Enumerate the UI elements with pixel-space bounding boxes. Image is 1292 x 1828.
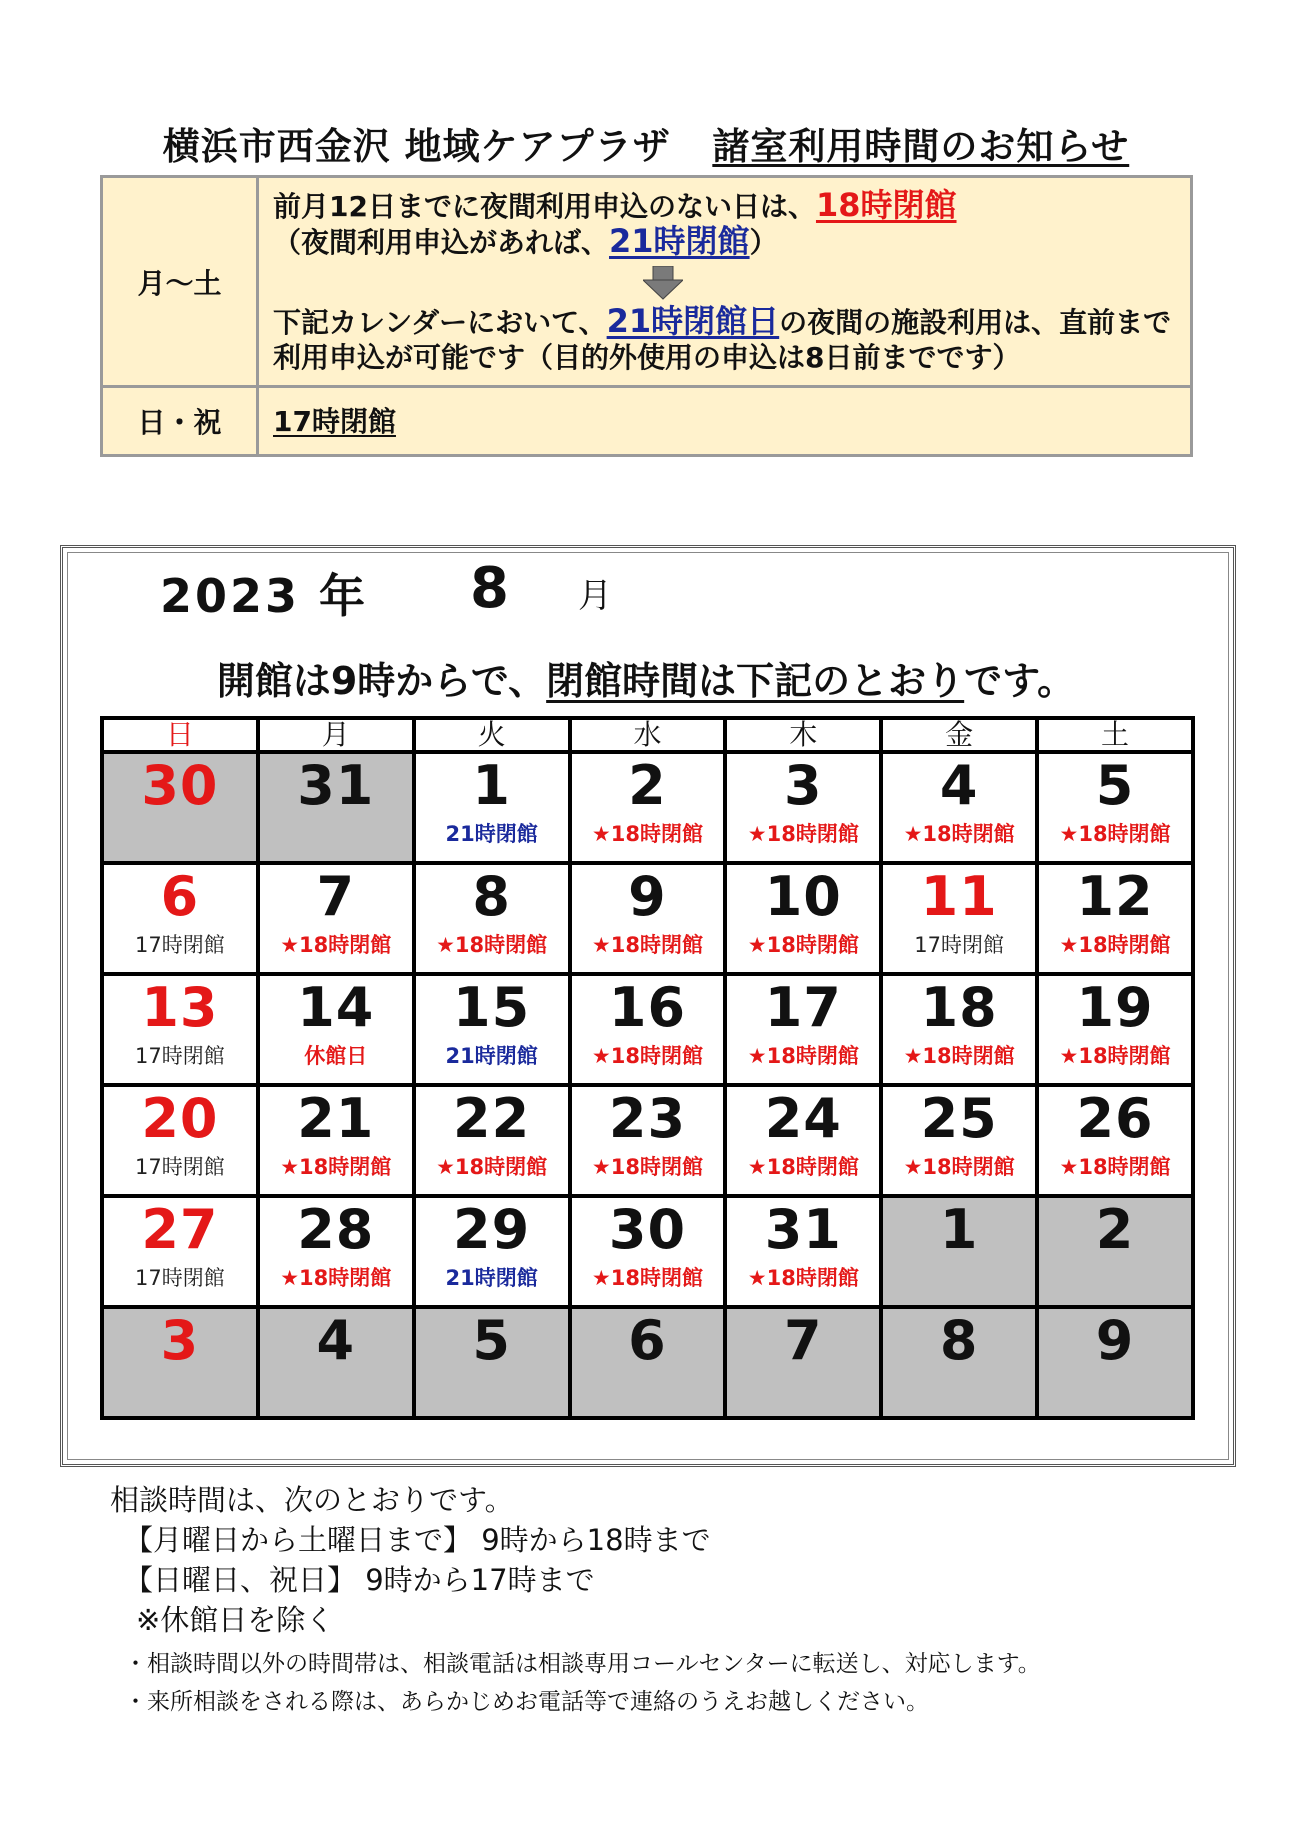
day-number: 5 (472, 1309, 511, 1372)
footnote-visit: ・来所相談をされる際は、あらかじめお電話等で連絡のうえお越しください。 (124, 1689, 929, 1715)
calendar-day-cell (102, 1307, 258, 1418)
calendar-day-cell (258, 1307, 414, 1418)
day-number: 23 (608, 1087, 687, 1150)
weekday-header: 月 (258, 718, 414, 752)
closing-time-label: ★18時閉館 (747, 1044, 859, 1068)
closing-time-label: ★18時閉館 (1059, 933, 1171, 957)
closing-time-label: 17時閉館 (135, 933, 225, 957)
day-number: 16 (608, 976, 687, 1039)
closing-time-label: ★18時閉館 (747, 822, 859, 846)
closing-time-label: ★18時閉館 (1059, 822, 1171, 846)
weekday-header: 日 (102, 718, 258, 752)
holiday-close-time: 17時閉館 (273, 404, 396, 438)
closing-time-label: ★18時閉館 (903, 1044, 1015, 1068)
close-21-day-highlight: 21時閉館日 (606, 302, 780, 340)
day-number: 29 (453, 1198, 531, 1261)
calendar-day-cell (570, 752, 726, 863)
day-number: 30 (141, 754, 219, 817)
weekday-line2: （夜間利用申込があれば、 (273, 226, 610, 259)
closing-time-label: ★18時閉館 (591, 1155, 703, 1179)
footnote-call-center: ・相談時間以外の時間帯は、相談電話は相談専用コールセンターに転送し、対応します。 (124, 1651, 1041, 1677)
calendar-day-cell (1037, 752, 1193, 863)
calendar-day-cell (725, 863, 881, 974)
day-number: 10 (764, 865, 842, 928)
calendar-day-cell (258, 863, 414, 974)
weekday-header: 木 (725, 718, 881, 752)
day-number: 27 (141, 1198, 219, 1261)
calendar-day-cell (570, 1196, 726, 1307)
day-number: 14 (297, 976, 375, 1039)
closing-time-label: 休館日 (304, 1044, 368, 1068)
day-number: 15 (453, 976, 531, 1039)
close-21-highlight: 21時閉館 (609, 222, 750, 260)
consult-exception: ※休館日を除く (136, 1603, 335, 1637)
holiday-label: 日・祝 (102, 387, 258, 456)
calendar-day-cell (414, 1085, 570, 1196)
day-number: 30 (608, 1198, 687, 1261)
day-number: 22 (453, 1087, 531, 1150)
calendar-week-row (102, 1307, 1193, 1418)
day-number: 6 (628, 1309, 667, 1372)
calendar-day-cell (1037, 1307, 1193, 1418)
weekday-header: 金 (881, 718, 1037, 752)
calendar-day-cell (725, 1196, 881, 1307)
day-number: 28 (297, 1198, 375, 1261)
day-number: 17 (764, 976, 842, 1039)
day-number: 20 (141, 1087, 219, 1150)
closing-time-label: ★18時閉館 (1059, 1155, 1171, 1179)
closing-time-label: 17時閉館 (135, 1155, 225, 1179)
day-number: 25 (920, 1087, 998, 1150)
calendar-week-row (102, 1196, 1193, 1307)
calendar-day-cell (725, 752, 881, 863)
day-number: 13 (141, 976, 219, 1039)
weekday-line1: 前月12日までに夜間利用申込のない日は、 (273, 190, 816, 223)
calendar-day-cell (881, 1307, 1037, 1418)
closing-time-label: 17時閉館 (135, 1266, 225, 1290)
closing-time-label: ★18時閉館 (903, 822, 1015, 846)
calendar-day-cell (881, 974, 1037, 1085)
calendar-day-cell (414, 1307, 570, 1418)
closing-time-label: ★18時閉館 (1059, 1044, 1171, 1068)
day-number: 18 (920, 976, 998, 1039)
holiday-description (258, 387, 1192, 456)
calendar-day-cell (881, 1085, 1037, 1196)
day-number: 21 (297, 1087, 375, 1150)
calendar-day-cell (414, 974, 570, 1085)
day-number: 7 (316, 865, 356, 928)
calendar-day-cell (414, 752, 570, 863)
calendar-day-cell (1037, 863, 1193, 974)
calendar-day-cell (1037, 1085, 1193, 1196)
closing-time-label: 17時閉館 (135, 1044, 225, 1068)
calendar-day-cell (102, 863, 258, 974)
consult-weekday: 【月曜日から土曜日まで】 9時から18時まで (124, 1523, 711, 1557)
closing-time-label: ★18時閉館 (591, 1266, 703, 1290)
calendar-day-cell (258, 1085, 414, 1196)
weekday-line2-end: ） (749, 226, 778, 259)
calendar-week-row (102, 974, 1193, 1085)
closing-time-label: ★18時閉館 (747, 933, 859, 957)
closing-time-label: ★18時閉館 (436, 1155, 548, 1179)
notice-part3: です。 (964, 659, 1076, 703)
day-number: 2 (628, 754, 667, 817)
calendar-day-cell (258, 752, 414, 863)
calendar-body (102, 752, 1193, 1418)
calendar-day-cell (570, 974, 726, 1085)
day-number: 31 (764, 1198, 842, 1261)
day-number: 9 (1095, 1309, 1135, 1372)
day-number: 12 (1076, 865, 1154, 928)
day-number: 11 (920, 865, 998, 928)
calendar-month: 8 (470, 556, 509, 621)
close-18-highlight: 18時閉館 (815, 186, 957, 224)
day-number: 3 (160, 1309, 200, 1372)
consult-intro: 相談時間は、次のとおりです。 (110, 1483, 514, 1517)
day-number: 6 (160, 865, 200, 928)
weekday-line3: 下記カレンダーにおいて、 (273, 306, 607, 339)
calendar-year (160, 560, 368, 626)
calendar-week-row (102, 752, 1193, 863)
calendar-day-cell (102, 752, 258, 863)
day-number: 9 (628, 865, 667, 928)
calendar-day-cell (102, 1196, 258, 1307)
calendar-month-suffix: 月 (578, 576, 612, 616)
day-number: 19 (1076, 976, 1154, 1039)
year-value: 2023 (160, 569, 301, 623)
calendar-day-cell (881, 863, 1037, 974)
day-number: 26 (1076, 1087, 1154, 1150)
title-subject: 諸室利用時間のお知らせ (712, 125, 1130, 168)
calendar-day-cell (725, 974, 881, 1085)
day-number: 1 (939, 1198, 979, 1261)
calendar-day-cell (1037, 974, 1193, 1085)
calendar-week-row (102, 863, 1193, 974)
down-arrow-icon (643, 266, 683, 300)
closing-time-label: ★18時閉館 (591, 1044, 703, 1068)
day-number: 4 (316, 1309, 356, 1372)
closing-time-label: 17時閉館 (914, 933, 1004, 957)
calendar-day-cell (725, 1085, 881, 1196)
calendar-day-cell (570, 1085, 726, 1196)
closing-time-label: ★18時閉館 (280, 1266, 392, 1290)
weekday-header: 水 (570, 718, 726, 752)
calendar-day-cell (881, 1196, 1037, 1307)
calendar-week-row (102, 1085, 1193, 1196)
weekday-header: 土 (1037, 718, 1193, 752)
closing-time-label: ★18時閉館 (903, 1155, 1015, 1179)
consult-holiday: 【日曜日、祝日】 9時から17時まで (124, 1563, 595, 1597)
closing-time-label: ★18時閉館 (280, 933, 392, 957)
calendar-day-cell (414, 863, 570, 974)
closing-time-label: 21時閉館 (445, 1044, 538, 1068)
closing-time-label: 21時閉館 (445, 822, 538, 846)
closing-time-label: ★18時閉館 (436, 933, 548, 957)
calendar-day-cell (1037, 1196, 1193, 1307)
year-suffix: 年 (319, 569, 369, 623)
calendar-day-cell (881, 752, 1037, 863)
closing-time-label: ★18時閉館 (591, 933, 703, 957)
calendar-day-cell (414, 1196, 570, 1307)
calendar-day-cell (570, 863, 726, 974)
weekday-line4: 利用申込が可能です（目的外使用の申込は8日前までです） (273, 341, 1021, 374)
page-title (0, 116, 1292, 170)
day-number: 4 (939, 754, 979, 817)
calendar-day-cell (102, 974, 258, 1085)
closing-time-label: ★18時閉館 (747, 1155, 859, 1179)
calendar-day-cell (725, 1307, 881, 1418)
day-number: 24 (764, 1087, 842, 1150)
title-facility: 横浜市西金沢 地域ケアプラザ (162, 125, 671, 168)
weekday-description (258, 177, 1192, 387)
day-number: 8 (472, 865, 511, 928)
closing-time-label: 21時閉館 (445, 1266, 538, 1290)
weekday-line3-end: の夜間の施設利用は、直前まで (779, 306, 1172, 339)
day-number: 3 (784, 754, 823, 817)
closing-time-label: ★18時閉館 (280, 1155, 392, 1179)
weekday-header: 火 (414, 718, 570, 752)
notice-part1: 開館は9時からで、 (216, 659, 547, 703)
weekday-header-row (102, 718, 1193, 752)
calendar-day-cell (102, 1085, 258, 1196)
closing-time-label: ★18時閉館 (747, 1266, 859, 1290)
closing-time-label: ★18時閉館 (591, 822, 703, 846)
day-number: 2 (1095, 1198, 1135, 1261)
day-number: 31 (297, 754, 375, 817)
consultation-hours (110, 1480, 711, 1640)
hours-notice (0, 650, 1292, 705)
calendar-day-cell (570, 1307, 726, 1418)
day-number: 7 (784, 1309, 823, 1372)
calendar-day-cell (258, 974, 414, 1085)
day-number: 1 (472, 754, 511, 817)
calendar-day-cell (258, 1196, 414, 1307)
notice-part2: 閉館時間は下記のとおり (546, 659, 965, 703)
weekday-label: 月～土 (102, 177, 258, 387)
day-number: 8 (939, 1309, 979, 1372)
day-number: 5 (1095, 754, 1135, 817)
hours-info-table (100, 175, 1193, 457)
calendar-grid (100, 716, 1195, 1420)
